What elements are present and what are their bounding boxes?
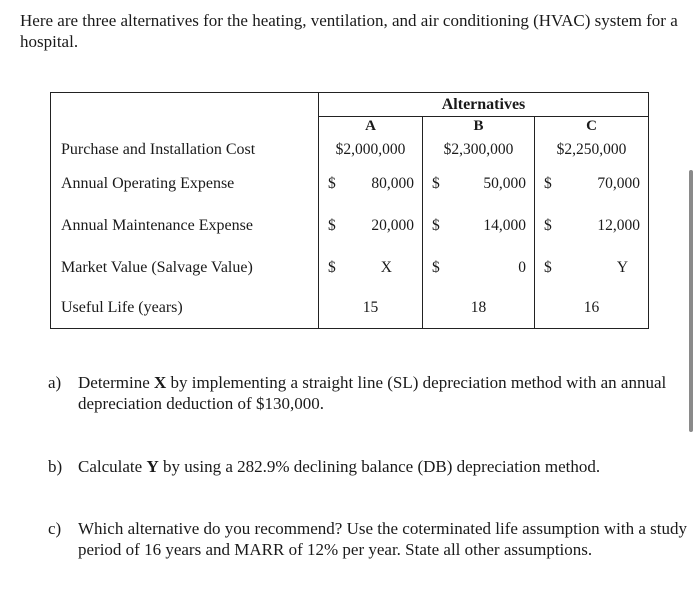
question-text-part: Determine <box>78 373 154 392</box>
table-row <box>51 163 649 205</box>
row-label: Useful Life (years) <box>51 289 319 329</box>
table-row <box>51 205 649 247</box>
cell-c: 16 <box>535 289 649 329</box>
question-b <box>48 456 688 477</box>
intro-paragraph: Here are three alternatives for the heating, ventilation, and air conditioning (HVAC) system for a hospital. <box>20 11 678 51</box>
cell-a <box>319 205 423 247</box>
question-text-part: by using a 282.9% declining balance (DB) depreciation method. <box>158 457 601 476</box>
currency-symbol: $ <box>544 216 552 234</box>
cell-value: 50,000 <box>483 174 526 192</box>
alternatives-table <box>50 92 649 329</box>
column-letters-row <box>51 117 649 137</box>
cell-value: 0 <box>518 258 526 276</box>
cell-value: Y <box>616 258 629 276</box>
cell-b: 18 <box>423 289 535 329</box>
currency-symbol: $ <box>328 216 336 234</box>
question-text-part: by implementing a straight line (SL) depreciation method with an annual depreciation deduction of $130,000. <box>78 373 667 413</box>
column-header-b: B <box>423 117 535 137</box>
question-label: c) <box>48 519 62 538</box>
cell-c: $2,250,000 <box>535 137 649 163</box>
header-blank-cell <box>51 117 319 137</box>
cell-b <box>423 247 535 289</box>
table-row <box>51 137 649 163</box>
question-label: a) <box>48 373 62 392</box>
column-header-a: A <box>319 117 423 137</box>
currency-symbol: $ <box>544 174 552 192</box>
currency-symbol: $ <box>432 174 440 192</box>
cell-b <box>423 163 535 205</box>
question-c <box>48 518 688 560</box>
cell-c <box>535 205 649 247</box>
currency-symbol: $ <box>544 258 552 276</box>
cell-a: $2,000,000 <box>319 137 423 163</box>
cell-value: X <box>380 258 392 276</box>
table-row <box>51 289 649 329</box>
cell-a: 15 <box>319 289 423 329</box>
question-text: Which alternative do you recommend? Use the coterminated life assumption with a study period of 16 years and MARR of 12% per year. State all other assumptions. <box>78 519 687 559</box>
table-header-row <box>51 93 649 117</box>
cell-value: 14,000 <box>483 216 526 234</box>
row-label: Market Value (Salvage Value) <box>51 247 319 289</box>
variable-y: Y <box>146 457 159 476</box>
cell-a <box>319 163 423 205</box>
currency-symbol: $ <box>328 258 336 276</box>
cell-c <box>535 247 649 289</box>
table-row <box>51 247 649 289</box>
vertical-scrollbar[interactable] <box>689 170 693 432</box>
alternatives-header: Alternatives <box>319 93 649 117</box>
cell-value: 12,000 <box>597 216 641 234</box>
cell-value: 20,000 <box>371 216 414 234</box>
cell-value: 80,000 <box>371 174 414 192</box>
cell-b <box>423 205 535 247</box>
currency-symbol: $ <box>432 258 440 276</box>
question-text <box>78 372 688 414</box>
header-blank-cell <box>51 93 319 117</box>
question-text-part: Calculate <box>78 457 147 476</box>
cell-b: $2,300,000 <box>423 137 535 163</box>
question-label: b) <box>48 457 63 476</box>
row-label: Annual Operating Expense <box>51 163 319 205</box>
question-a <box>48 372 688 414</box>
currency-symbol: $ <box>432 216 440 234</box>
cell-value: 70,000 <box>597 174 641 192</box>
row-label: Annual Maintenance Expense <box>51 205 319 247</box>
currency-symbol: $ <box>328 174 336 192</box>
cell-a <box>319 247 423 289</box>
column-header-c: C <box>535 117 649 137</box>
cell-c <box>535 163 649 205</box>
question-text <box>78 456 688 477</box>
variable-x: X <box>154 373 167 392</box>
row-label: Purchase and Installation Cost <box>51 137 319 163</box>
